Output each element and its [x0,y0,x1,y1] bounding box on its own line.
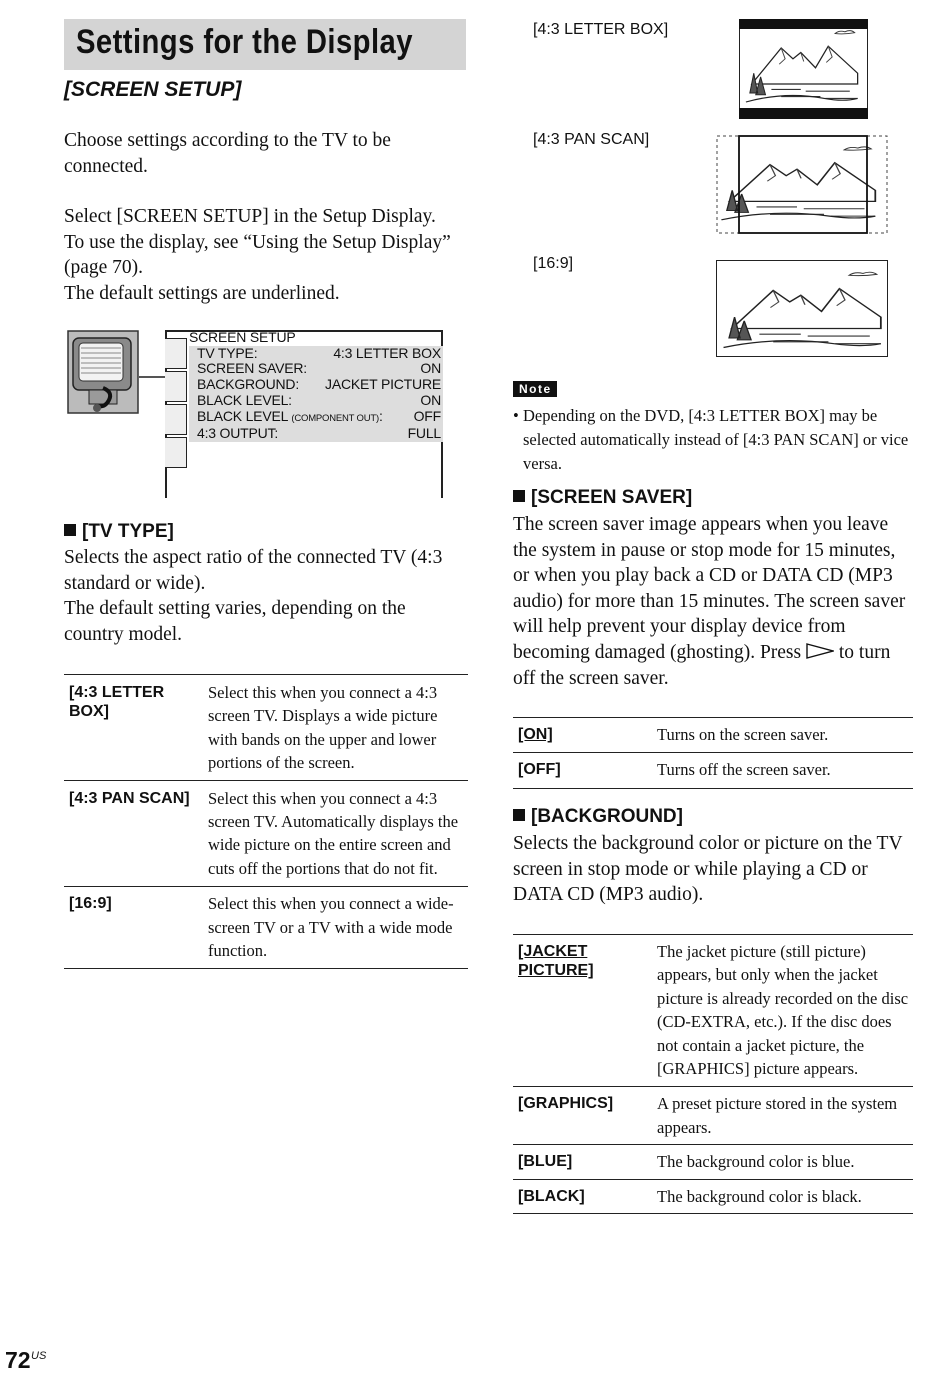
table-row [513,1087,913,1145]
play-button-icon [806,643,834,659]
menu-row-label: 4:3 OUTPUT: [197,425,279,442]
option-desc: Select this when you connect a 4:3 screen TV. Automatically displays the wide picture on the entire screen and cuts off the portions that do not fit. [208,788,459,878]
menu-row-tv-type[interactable] [189,346,443,362]
table-row [513,1179,913,1213]
intro-text [64,128,464,307]
menu-row-black-level-component[interactable] [189,409,443,427]
menu-row-value: ON [420,360,441,377]
note-text [513,404,913,476]
option-desc: Select this when you connect a 4:3 screen TV. Displays a wide picture with bands on the upper and lower portions of the screen. [208,683,438,773]
menu-row-value: FULL [407,425,441,442]
menu-tab [165,371,187,402]
background-description: Selects the background color or picture on the TV screen in stop mode or while playing a CD or DATA CD (MP3 audio). [513,833,903,906]
menu-row-43-output[interactable] [189,426,443,442]
screen-saver-description: The screen saver image appears when you leave the system in pause or stop mode for 15 minutes, or when you play back a CD or DATA CD (MP3 audio) for more than 15 minutes. The screen saver will help prevent your display device from becoming damaged (ghosting). Press to turn off the screen saver. [513,514,906,689]
square-bullet-icon [64,524,76,536]
intro-line: To use the display, see “Using the Setup Display” (page 70). [64,231,451,279]
letterbox-illustration [739,19,868,119]
option-key: [4:3 LETTER BOX] [69,684,165,720]
menu-content [189,330,443,442]
background-table [513,934,913,1214]
square-bullet-icon [513,809,525,821]
note-badge: Note [513,381,557,397]
tv-setup-icon [67,330,139,414]
option-key: [BLACK] [518,1187,585,1205]
menu-row-background[interactable] [189,377,443,393]
menu-row-screen-saver[interactable] [189,361,443,377]
option-key: [ON] [518,726,553,743]
tv-type-table [64,674,468,969]
intro-line: Select [SCREEN SETUP] in the Setup Display. [64,206,436,228]
table-row [513,718,913,753]
option-desc: Select this when you connect a wide-screen TV or a TV with a wide mode function. [208,894,454,961]
option-desc: The background color is black. [657,1186,862,1206]
option-key: [GRAPHICS] [518,1095,614,1113]
menu-row-label: BLACK LEVEL: [197,391,292,408]
menu-tab [165,338,187,369]
screen-saver-heading: [SCREEN SAVER] [513,487,692,509]
title-bar [64,19,466,70]
table-row [64,887,468,969]
option-desc: Turns off the screen saver. [657,760,831,780]
menu-row-label: BACKGROUND: [197,376,300,393]
option-desc: The background color is blue. [657,1152,855,1172]
tv-type-description [64,545,469,647]
menu-row-value: ON [420,391,441,408]
table-row [64,780,468,887]
menu-row-value: 4:3 LETTER BOX [333,344,441,361]
menu-row-black-level[interactable] [189,393,443,409]
background-heading: [BACKGROUND] [513,806,683,828]
menu-tab [165,437,187,468]
option-desc: The jacket picture (still picture) appears, but only when the jacket picture is already recorded on the disc (CD-EXTRA, etc.). If the disc does not contain a jacket picture, the [GRAPHICS] picture appears. [657,942,909,1079]
note-body: Depending on the DVD, [4:3 LETTER BOX] may be selected automatically instead of [4:3 PAN SCAN] or vice versa. [523,406,909,473]
menu-row-value: OFF [413,407,441,424]
option-key: [4:3 PAN SCAN] [69,789,190,807]
option-key: [BLUE] [518,1153,573,1171]
option-desc: A preset picture stored in the system appears. [657,1094,898,1137]
menu-row-value: JACKET PICTURE [325,376,441,393]
option-desc: Turns on the screen saver. [657,725,829,744]
menu-row-label: TV TYPE: [197,344,258,361]
screen-saver-table [513,717,913,789]
option-key: [JACKET PICTURE] [518,943,594,979]
option-key: [OFF] [518,761,561,779]
section-heading: [SCREEN SETUP] [64,78,242,101]
table-row [513,935,913,1087]
table-row [513,753,913,788]
setup-menu [165,330,443,498]
page-title: Settings for the Display [76,23,413,61]
menu-title [189,330,443,346]
panscan-label: [4:3 PAN SCAN] [533,131,650,148]
option-key: [16:9] [69,895,112,913]
wide-illustration [716,260,888,357]
menu-title-text: SCREEN SETUP [189,329,296,345]
square-bullet-icon [513,490,525,502]
wide-label: [16:9] [533,255,574,272]
panscan-illustration [716,135,888,235]
tv-type-heading: [TV TYPE] [64,521,174,543]
table-row [513,1145,913,1179]
page-number: 72 [5,1347,31,1373]
menu-tabs [165,338,187,470]
menu-tab [165,404,187,435]
menu-row-label: BLACK LEVEL (COMPONENT OUT): [197,407,383,424]
table-row [64,675,468,781]
bullet: • [513,406,519,425]
menu-row-label: SCREEN SAVER: [197,360,307,377]
tv-type-desc-line: Selects the aspect ratio of the connected TV (4:3 standard or wide). [64,547,443,594]
intro-line: Choose settings according to the TV to be connected. [64,130,391,177]
intro-line: The default settings are underlined. [64,282,340,304]
tv-type-desc-line: The default setting varies, depending on the country model. [64,598,406,645]
page-number-suffix: US [31,1350,47,1362]
letterbox-label: [4:3 LETTER BOX] [533,21,669,38]
